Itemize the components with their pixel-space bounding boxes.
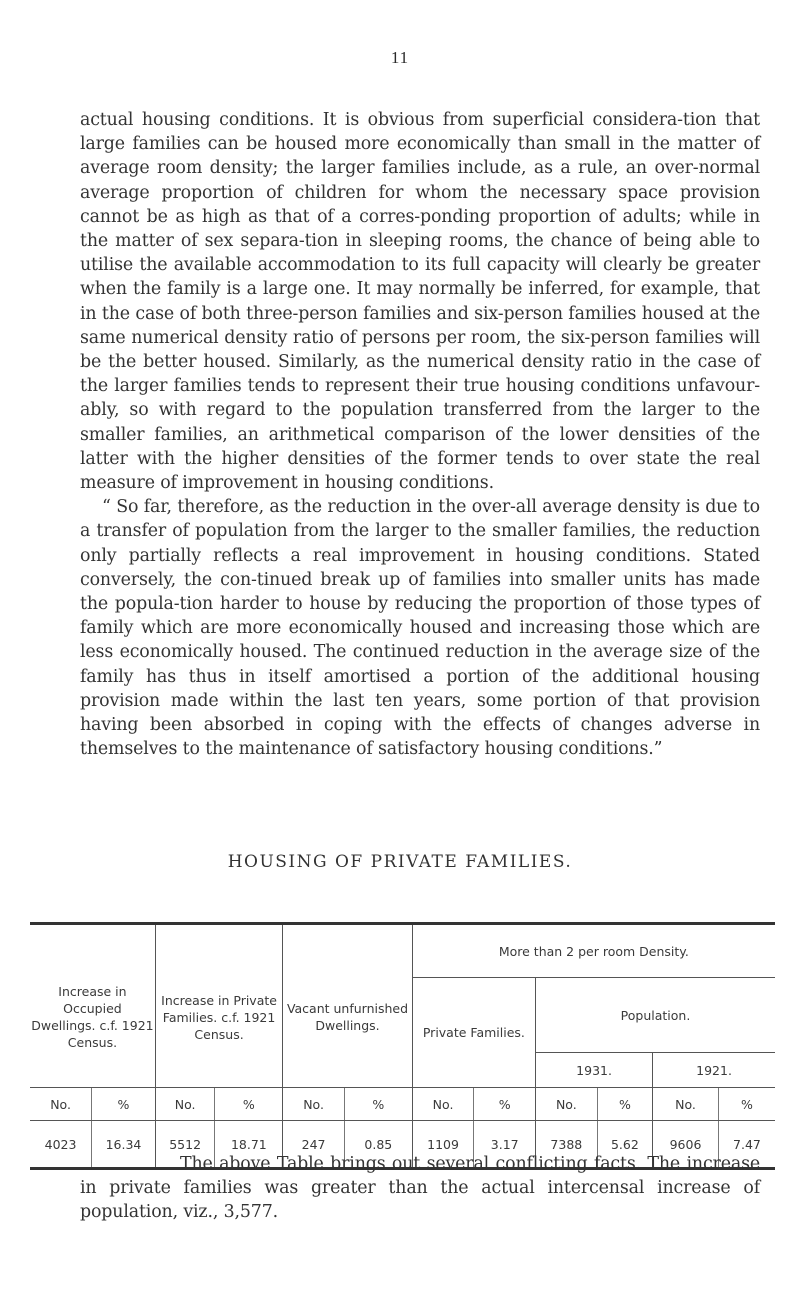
unit-percent: %	[92, 1088, 156, 1121]
table-cell: 5.62	[597, 1121, 652, 1169]
unit-no: No.	[30, 1088, 92, 1121]
table-title: HOUSING OF PRIVATE FAMILIES.	[227, 852, 573, 872]
page-number: 11	[390, 48, 410, 67]
header-vacant-dwellings: Vacant unfurnished Dwellings.	[283, 924, 412, 1088]
housing-table	[30, 922, 775, 1170]
unit-percent: %	[597, 1088, 652, 1121]
unit-no: No.	[412, 1088, 474, 1121]
unit-no: No.	[536, 1088, 598, 1121]
table-cell: 9606	[653, 1121, 719, 1169]
table-cell: 7.47	[718, 1121, 775, 1169]
table-cell: 7388	[536, 1121, 598, 1169]
header-year-1921: 1921.	[653, 1053, 775, 1088]
closing-paragraph: The above Table brings out several conflicting facts. The increase in private families was greater than the actual intercensal increase of population, viz., 3,577.	[80, 1154, 760, 1223]
unit-percent: %	[215, 1088, 283, 1121]
header-year-1931: 1931.	[536, 1053, 653, 1088]
table-cell: 0.85	[344, 1121, 412, 1169]
quoted-paragraph: “ So far, therefore, as the reduction in the over-all average density is due to a transfer of population from the larger to the smaller families, the reduction only partially reflects a real improvement in housing conditions. Stated conversely, the con-tinued break up of families into smaller units has made the popula-tion harder to house by reducing the proportion of those types of family which are more economically housed and increasing those which are less economically housed. The continued reduction in the average size of the family has thus in itself amortised a portion of the additional housing provision made within the last ten years, some portion of that provision having been absorbed in coping with the effects of changes adverse in themselves to the maintenance of satisfactory housing conditions.”	[80, 497, 760, 760]
header-private-families-increase: Increase in Private Families. c.f. 1921 Census.	[155, 924, 282, 1088]
body-text	[80, 108, 760, 761]
unit-percent: %	[344, 1088, 412, 1121]
unit-percent: %	[474, 1088, 536, 1121]
table-cell: 3.17	[474, 1121, 536, 1169]
table-cell: 247	[283, 1121, 345, 1169]
header-occupied-dwellings: Increase in Occupied Dwellings. c.f. 1921 Census.	[31, 984, 154, 1050]
table-cell: 1109	[412, 1121, 474, 1169]
unit-no: No.	[653, 1088, 719, 1121]
header-density: More than 2 per room Density.	[412, 924, 775, 978]
table-cell: 5512	[155, 1121, 215, 1169]
unit-no: No.	[155, 1088, 215, 1121]
header-population: Population.	[536, 978, 775, 1053]
unit-no: No.	[283, 1088, 345, 1121]
paragraph: actual housing conditions. It is obvious from superficial considera-tion that large families can be housed more economically than small in the matter of average room density; the larger families include, as a rule, an over-normal average proportion of children for whom the necessary space provision cannot be as high as that of a corres-ponding proportion of adults; while in the matter of sex separa-tion in sleeping rooms, the chance of being able to utilise the available accommodation to its full capacity will clearly be greater when the family is a large one. It may normally be inferred, for example, that in the case of both three-person families and six-person families housed at the same numerical density ratio of persons per room, the six-person families will be the better housed. Similarly, as the numerical density ratio in the case of the larger families tends to represent their true housing conditions unfavour-ably, so with regard to the population transferred from the larger to the smaller families, an arithmetical comparison of the lower densities of the latter with the higher densities of the former tends to over state the real measure of improvement in housing conditions.	[80, 110, 760, 494]
table-cell: 18.71	[215, 1121, 283, 1169]
table-cell: 4023	[44, 1136, 77, 1152]
table-cell: 16.34	[92, 1121, 156, 1169]
unit-percent: %	[718, 1088, 775, 1121]
header-density-private-families: Private Families.	[412, 978, 535, 1088]
